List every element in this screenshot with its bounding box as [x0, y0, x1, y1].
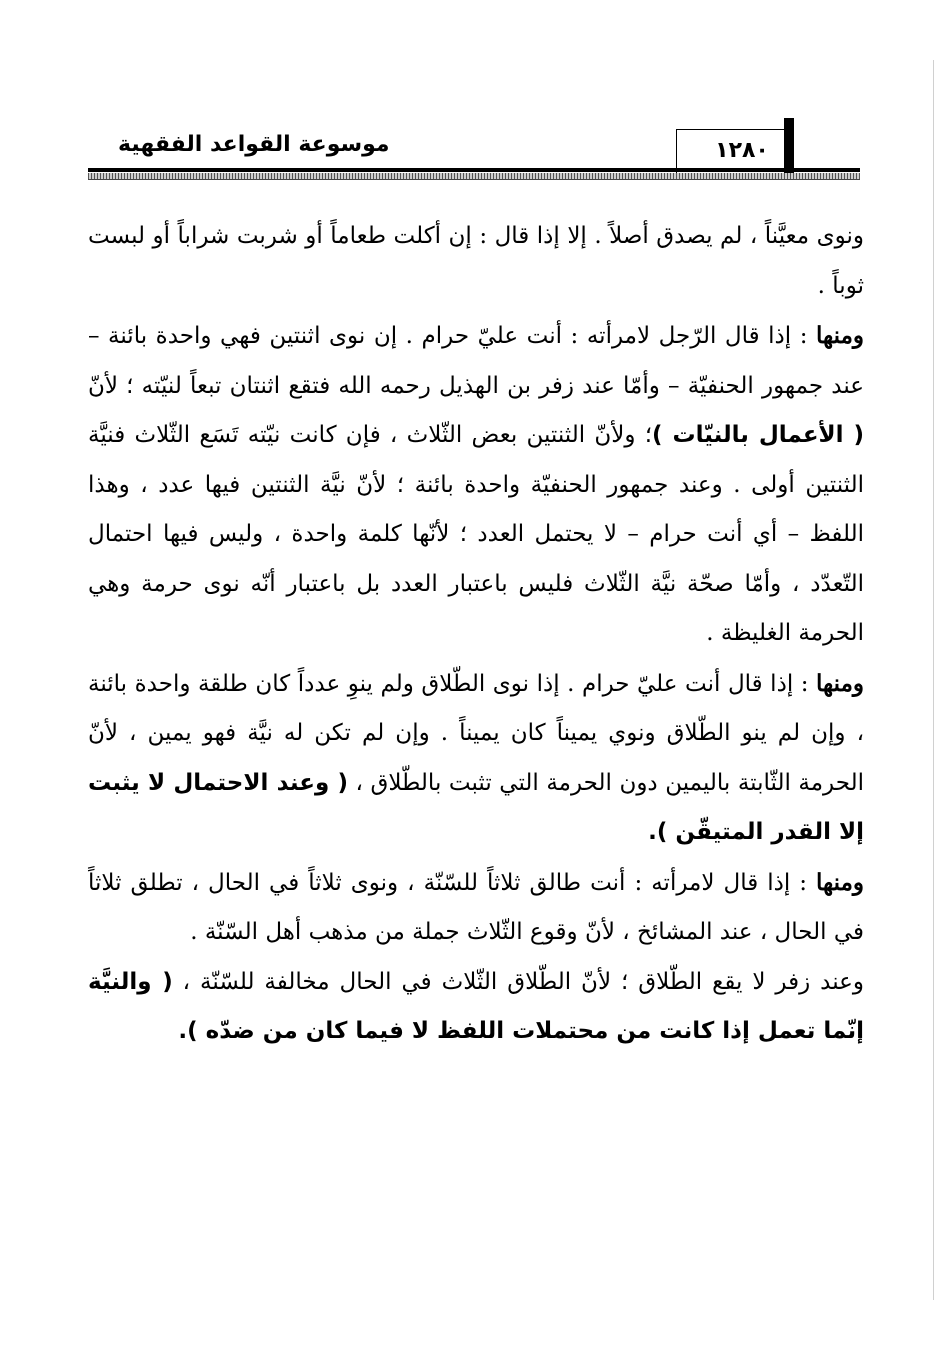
header-rule	[88, 168, 860, 172]
paragraph-lead: ومنها	[816, 868, 864, 896]
paragraph-text: : إذا قال الرّجل لامرأته : أنت عليّ حرام . إن نوى اثنتين فهي واحدة بائنة – عند جمهور الحنفيّة – وأمّا عند زفر بن الهذيل رحمه الله فتقع اثنتان تبعاً لنيّته ؛ لأنّ	[88, 323, 864, 399]
paragraph-5	[88, 958, 864, 1057]
header-hatched-rule	[88, 173, 860, 180]
page-header	[88, 118, 860, 182]
maxim-text: ( والنيَّة إنّما تعمل إذا كانت من محتملات اللفظ لا فيما كان من ضدّه ).	[88, 968, 864, 1044]
paragraph-text: : إذا قال لامرأته : أنت طالق ثلاثاً للسّنّة ، ونوى ثلاثاً في الحال ، تطلق ثلاثاً في الحال ، عند المشائخ ، لأنّ وقوع الثّلاث جملة من مذهب أهل السّنّة .	[88, 869, 864, 945]
paragraph-2	[88, 311, 864, 659]
scan-edge-line	[933, 60, 934, 1300]
paragraph-text: : إذا قال أنت عليّ حرام . إذا نوى الطّلاق ولم ينوِ عدداً كان طلقة واحدة بائنة ، وإن لم ينو الطّلاق ونوي يميناً كان يميناً . وإن لم تكن له نيَّة فهو يمين ، لأنّ الحرمة الثّابتة باليمين دون الحرمة التي تثبت بالطّلاق ،	[88, 670, 864, 796]
paragraph-lead: ومنها	[816, 669, 864, 697]
maxim-text: ( وعند الاحتمال لا يثبت إلا القدر المتيقّن ).	[88, 769, 864, 845]
maxim-text: ( الأعمال بالنيّات )	[652, 422, 864, 448]
paragraph-lead: ومنها	[816, 322, 864, 349]
page-number: ١٢٨٠	[715, 138, 769, 163]
book-title: موسوعة القواعد الفقهية	[118, 132, 390, 157]
paragraph-text: ونوى معيَّناً ، لم يصدق أصلاً . إلا إذا قال : إن أكلت طعاماً أو شربت شراباً أو لبست ثوباً .	[88, 223, 864, 299]
paragraph-1	[88, 212, 864, 311]
page-body	[88, 212, 864, 1057]
paragraph-text: ؛ ولأنّ الثنتين بعض الثّلاث ، فإن كانت نيّته تَسَع الثّلاث فنيَّة الثنتين أولى . وعند جمهور الحنفيّة واحدة بائنة ؛ لأنّ نيَّة الثنتين فيها عدد ، وهذا اللفظ – أي أنت حرام – لا يحتمل العدد ؛ لأنّها كلمة واحدة ، وليس فيها احتمال التّعدّد ، وأمّا صحّة نيَّة الثّلاث فليس باعتبار العدد بل باعتبار أنّه نوى حرمة وهي الحرمة الغليظة .	[88, 422, 864, 646]
paragraph-4	[88, 858, 864, 958]
paragraph-text: وعند زفر لا يقع الطّلاق ؛ لأنّ الطّلاق الثّلاث في الحال مخالفة للسّنّة ،	[172, 968, 865, 995]
paragraph-3	[88, 659, 864, 858]
